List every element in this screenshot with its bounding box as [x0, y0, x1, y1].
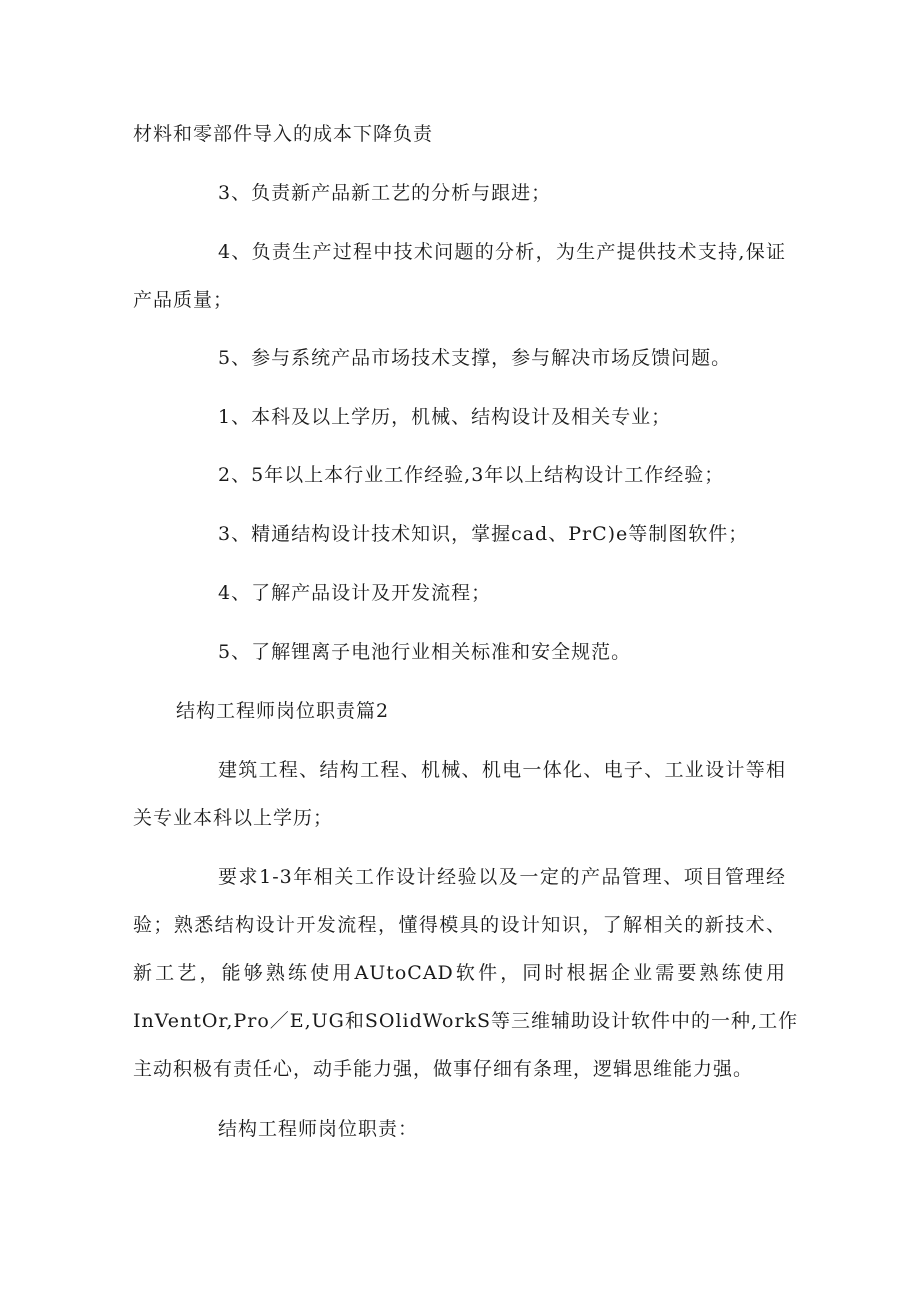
- paragraph-line: 5、了解锂离子电池行业相关标准和安全规范。: [218, 641, 632, 663]
- paragraph-line: 材料和零部件导入的成本下降负责: [133, 123, 434, 145]
- paragraph-line: 4、了解产品设计及开发流程；: [218, 582, 492, 604]
- paragraph-line: 主动积极有责任心，动手能力强，做事仔细有条理，逻辑思维能力强。: [133, 1058, 754, 1080]
- paragraph-line: 新工艺，能够熟练使用AUtoCAD软件，同时根据企业需要熟练使用: [133, 962, 786, 984]
- paragraph-line: 产品质量；: [133, 289, 234, 311]
- paragraph-line: 关专业本科以上学历；: [133, 807, 334, 829]
- section-heading: 结构工程师岗位职责：: [218, 1118, 419, 1140]
- paragraph-line: 4、负责生产过程中技术问题的分析，为生产提供技术支持,保证: [218, 241, 786, 263]
- paragraph-line: 验；熟悉结构设计开发流程，懂得模具的设计知识，了解相关的新技术、: [133, 914, 786, 936]
- paragraph-line: 3、精通结构设计技术知识，掌握cad、PrC)e等制图软件；: [218, 523, 749, 545]
- paragraph-line: 5、参与系统产品市场技术支撑，参与解决市场反馈问题。: [218, 347, 732, 369]
- paragraph-line: 3、负责新产品新工艺的分析与跟进；: [218, 182, 552, 204]
- paragraph-line: 2、5年以上本行业工作经验,3年以上结构设计工作经验；: [218, 464, 725, 486]
- paragraph-line: InVentOr,Pro／E,UG和SOlidWorkS等三维辅助设计软件中的一种,工作: [133, 1010, 799, 1032]
- paragraph-line: 要求1-3年相关工作设计经验以及一定的产品管理、项目管理经: [218, 866, 786, 888]
- section-heading: 结构工程师岗位职责篇2: [176, 700, 390, 722]
- paragraph-line: 1、本科及以上学历，机械、结构设计及相关专业；: [218, 406, 672, 428]
- paragraph-line: 建筑工程、结构工程、机械、机电一体化、电子、工业设计等相: [218, 759, 786, 781]
